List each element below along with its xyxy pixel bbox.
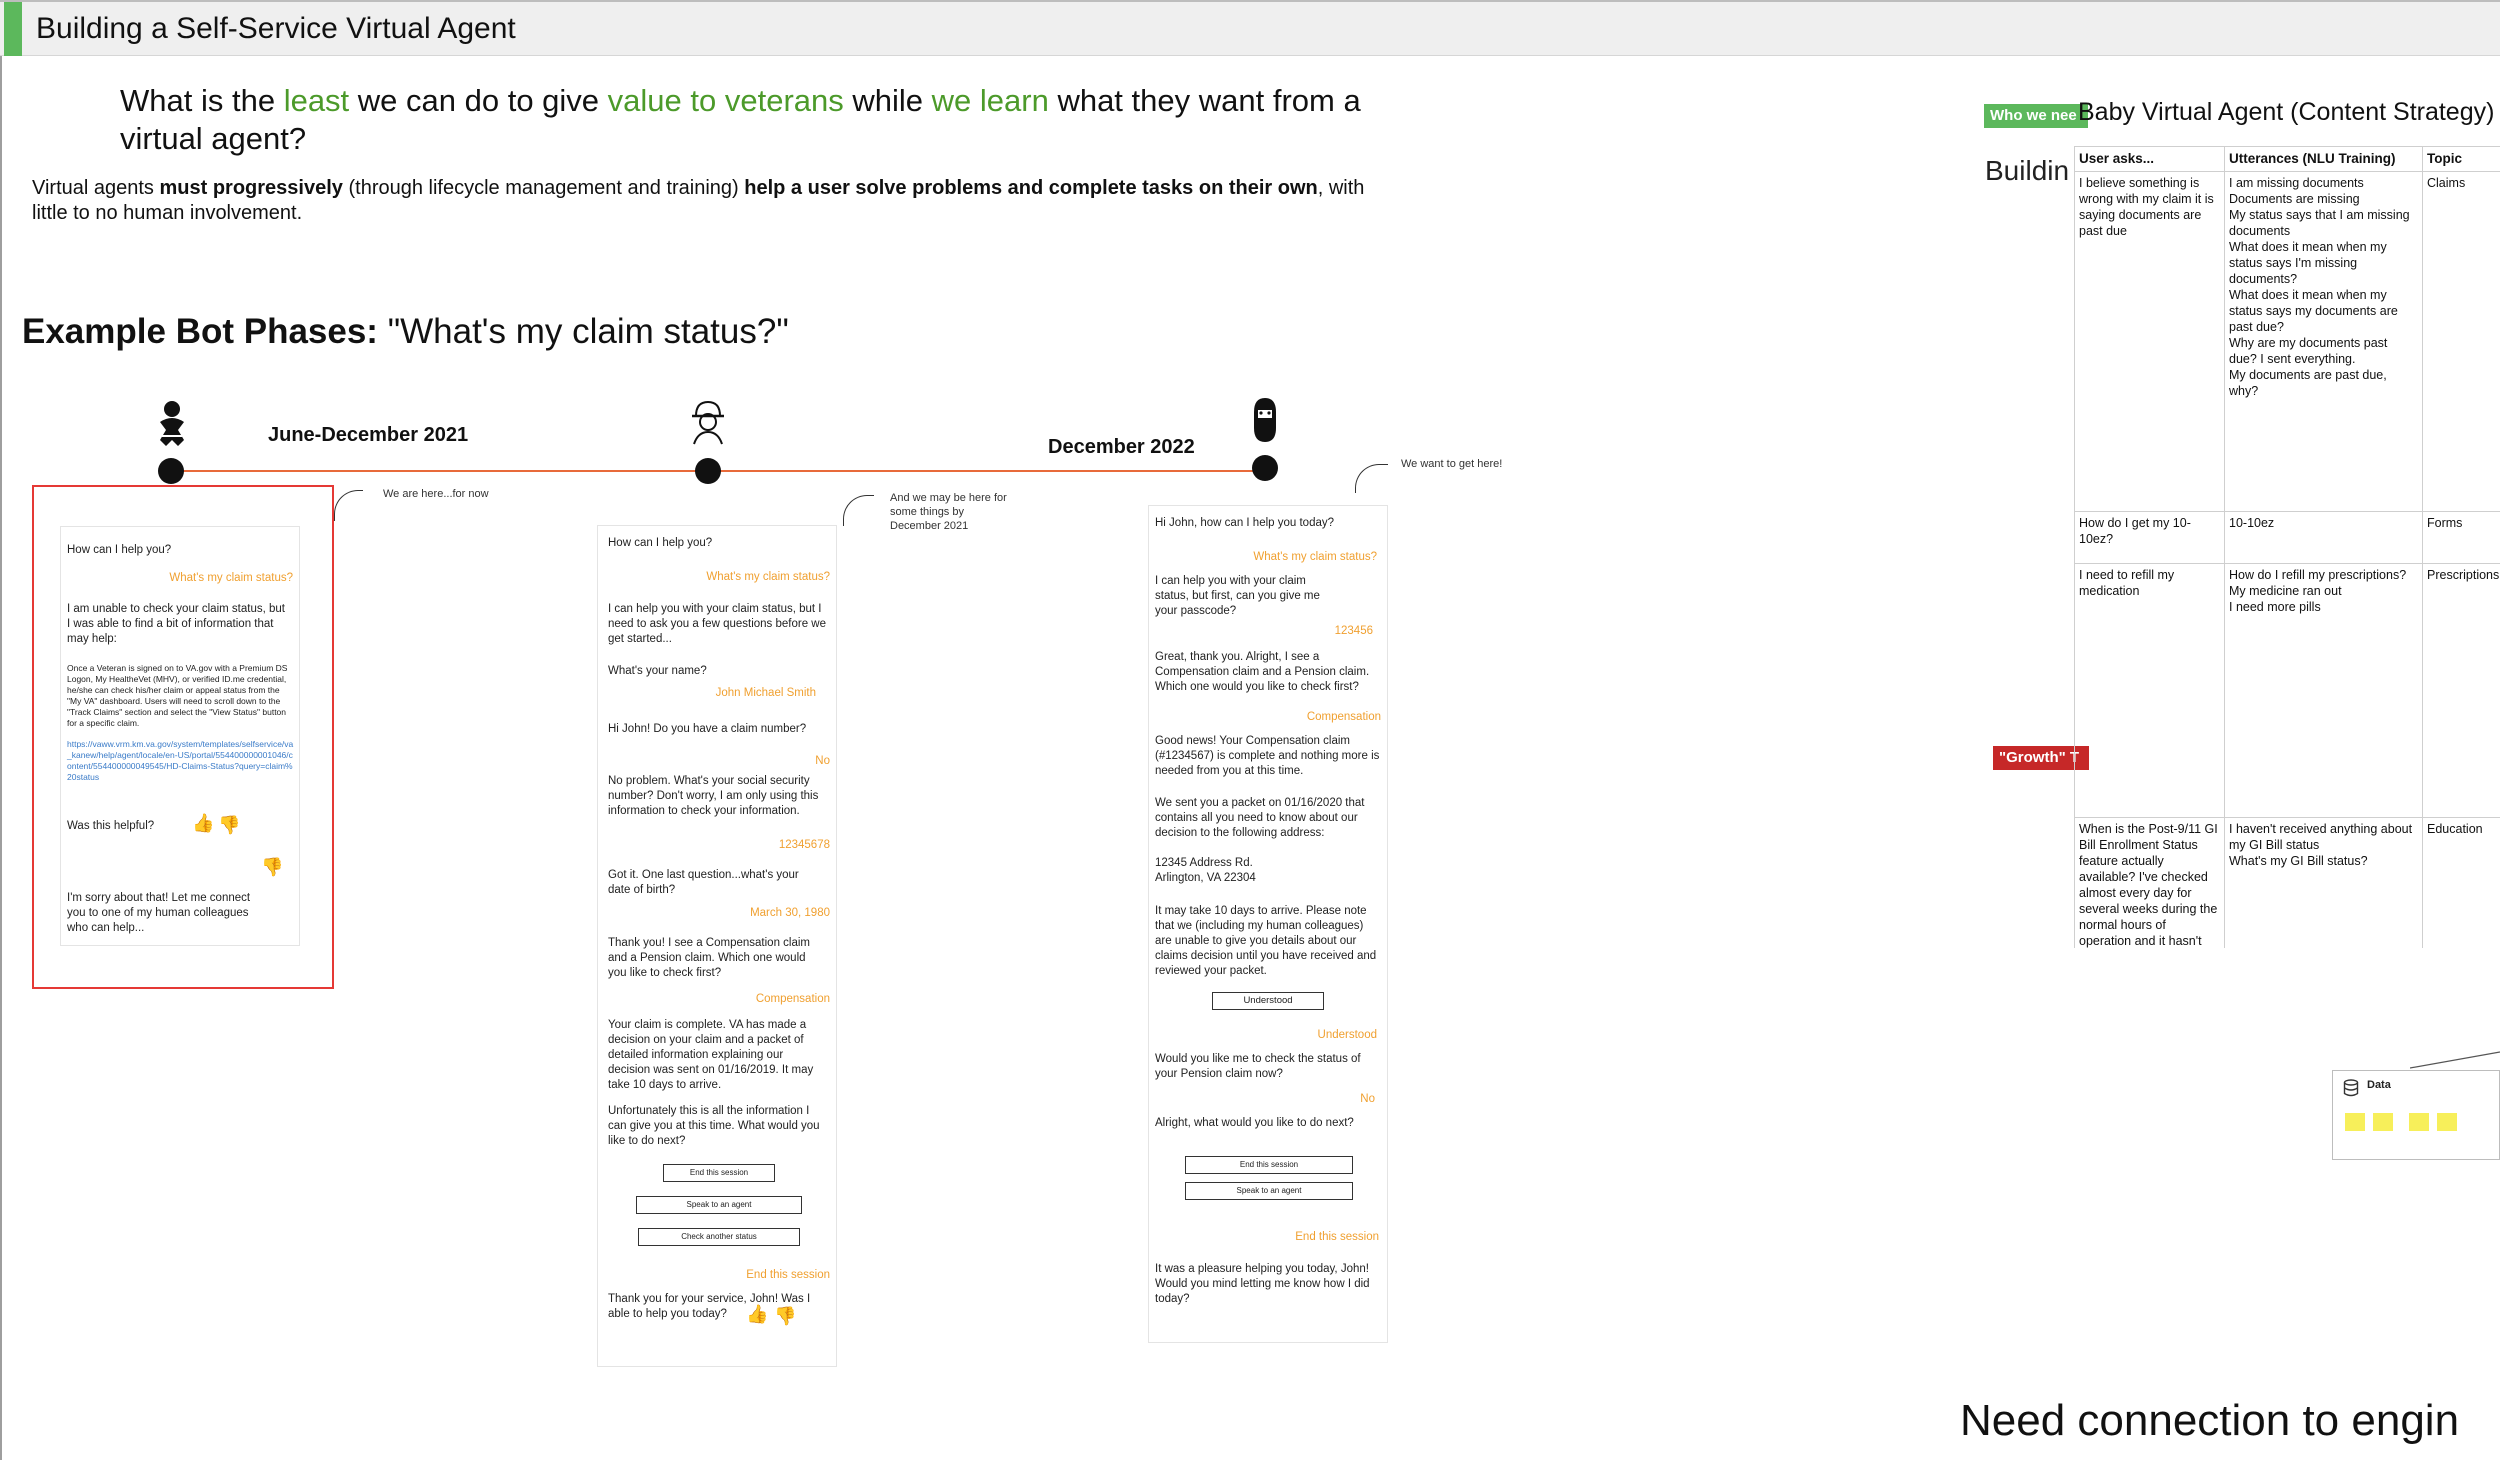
phases-label: Example Bot Phases:	[22, 312, 378, 351]
table-row[interactable]	[2075, 818, 2500, 949]
topic-cell: Prescriptions	[2423, 564, 2500, 818]
understood-button[interactable]: Understood	[1212, 992, 1324, 1010]
utterances-cell: 10-10ez	[2225, 512, 2423, 564]
user-message: Understood	[1317, 1029, 1377, 1041]
note-phase3[interactable]: We want to get here!	[1401, 458, 1503, 470]
user-message: What's my claim status?	[706, 571, 830, 583]
bot-message: What's your name?	[608, 665, 707, 677]
user-message: John Michael Smith	[715, 687, 816, 699]
topic-cell: Forms	[2423, 512, 2500, 564]
bot-message: How can I help you?	[67, 544, 172, 556]
user-message: No	[815, 755, 830, 767]
user-message: End this session	[746, 1269, 830, 1281]
user-message: 12345678	[778, 839, 830, 851]
growth-tag[interactable]: "Growth" T	[1993, 746, 2089, 770]
speak-to-agent-button[interactable]: Speak to an agent	[636, 1196, 802, 1214]
utterances-cell: I haven't received anything about my GI Bill status What's my GI Bill status?	[2225, 818, 2423, 949]
bot-message: I can help you with your claim status, but I need to ask you a few questions before we get started...	[608, 603, 827, 645]
bot-message: Great, thank you. Alright, I see a Compensation claim and a Pension claim. Which one would you like to check first?	[1155, 651, 1370, 693]
user-message: End this session	[1295, 1231, 1379, 1243]
user-ask-cell: I need to refill my medication	[2075, 564, 2225, 818]
bot-message: Hi John, how can I help you today?	[1155, 517, 1335, 529]
bot-message: Your claim is complete. VA has made a decision on your claim and a packet of detailed information explaining our decision was sent on 01/16/2019. It may take 10 days to arrive.	[608, 1019, 814, 1091]
timeline-date-end[interactable]: December 2022	[1048, 436, 1195, 458]
sticky-note[interactable]	[2437, 1113, 2457, 1131]
user-message: What's my claim status?	[1253, 551, 1377, 563]
check-another-status-button[interactable]: Check another status	[638, 1228, 800, 1246]
bot-message: No problem. What's your social security number? Don't worry, I am only using this information to check your information.	[608, 775, 819, 817]
table-header-row	[2075, 147, 2500, 172]
note-phase2[interactable]: And we may be here for some things by December 2021	[890, 492, 1007, 532]
topic-cell: Education	[2423, 818, 2500, 949]
utterances-cell: I am missing documents Documents are missing My status says that I am missing documents What does it mean when my status says I'm missing documents? What does it mean when my status says my documents are past due? Why are my documents past due? I sent everything. My documents are past due, why?	[2225, 172, 2423, 512]
column-header: Topic	[2423, 147, 2500, 172]
definition-part: , with little to no human involvement.	[32, 177, 1365, 224]
end-session-button[interactable]: End this session	[1185, 1156, 1353, 1174]
bot-message: It may take 10 days to arrive. Please note that we (including my human colleagues) are unable to give you details about our claims decision until you have received and reviewed your packet.	[1155, 905, 1377, 977]
note-connector	[1355, 464, 1388, 493]
help-article-link[interactable]: https://vaww.vrm.km.va.gov/system/templates/selfservice/va_kanew/help/agent/locale/en-US/portal/554400000001046/content/554400000049545/HD-Claims-Status?query=claim%20status	[67, 739, 294, 782]
note-connector	[334, 490, 363, 521]
bot-message: How can I help you?	[608, 537, 713, 549]
need-connection-heading[interactable]: Need connection to engin	[1960, 1396, 2460, 1445]
bot-message: Would you like me to check the status of your Pension claim now?	[1155, 1053, 1361, 1080]
sticky-note[interactable]	[2345, 1113, 2365, 1131]
bot-message: Unfortunately this is all the information I can give you at this time. What would you like to do next?	[608, 1105, 820, 1147]
info-snippet: Once a Veteran is signed on to VA.gov with a Premium DS Logon, My HealtheVet (MHV), or verified ID.me credential, he/she can check his/her claim or appeal status from the "My VA" dashboard. Users will need to scroll down to the "Track Claims" section and select the "View Status" button for a specific claim.	[67, 663, 288, 728]
frame-title[interactable]: Building a Self-Service Virtual Agent	[36, 12, 516, 45]
content-strategy-table[interactable]	[2074, 146, 2500, 948]
bot-message: Thank you for your service, John! Was I able to help you today?	[608, 1293, 811, 1320]
note-connector	[843, 495, 874, 526]
user-message: Compensation	[755, 993, 830, 1005]
definition-bold: must progressively	[159, 177, 343, 199]
bot-message: Alright, what would you like to do next?	[1155, 1117, 1354, 1129]
end-session-button[interactable]: End this session	[663, 1164, 775, 1182]
bot-message: We sent you a packet on 01/16/2020 that contains all you need to know about our decision to the following address:	[1155, 797, 1365, 839]
topic-cell: Claims	[2423, 172, 2500, 512]
who-we-need-tag[interactable]: Who we nee	[1984, 104, 2088, 128]
table-row[interactable]	[2075, 512, 2500, 564]
user-message: 123456	[1334, 625, 1373, 637]
database-icon	[2343, 1079, 2359, 1097]
definition-text[interactable]	[32, 176, 1392, 226]
phases-question: "What's my claim status?"	[377, 312, 789, 351]
thumbs-up-icon[interactable]: 👍	[746, 1304, 769, 1324]
headline-question[interactable]	[120, 82, 1380, 158]
sticky-note[interactable]	[2409, 1113, 2429, 1131]
thumbs-down-icon: 👎	[261, 857, 284, 877]
headline-highlight: least	[283, 83, 350, 118]
user-message: Compensation	[1306, 711, 1381, 723]
kid-with-cap-icon	[688, 400, 728, 448]
bot-message: It was a pleasure helping you today, John! Would you mind letting me know how I did today?	[1155, 1263, 1370, 1305]
bot-message: Thank you! I see a Compensation claim and a Pension claim. Which one would you like to check first?	[608, 937, 810, 979]
building-heading[interactable]: Buildin	[1985, 155, 2070, 186]
speak-to-agent-button[interactable]: Speak to an agent	[1185, 1182, 1353, 1200]
phase3-chat-card[interactable]	[1148, 505, 1388, 1343]
note-phase1[interactable]: We are here...for now	[383, 488, 489, 500]
table-row[interactable]	[2075, 564, 2500, 818]
user-message: What's my claim status?	[169, 572, 293, 584]
baby-icon	[152, 400, 192, 452]
thumbs-down-icon[interactable]: 👎	[218, 815, 241, 835]
headline-part: what they want from a virtual agent?	[120, 83, 1361, 156]
user-message: No	[1360, 1093, 1375, 1105]
bot-message: I'm sorry about that! Let me connect you to one of my human colleagues who can help...	[67, 892, 251, 934]
bot-message: I can help you with your claim status, but first, can you give me your passcode?	[1155, 575, 1320, 617]
phase2-chat-card[interactable]	[597, 525, 837, 1367]
table-title[interactable]: Baby Virtual Agent (Content Strategy)	[2078, 98, 2495, 126]
headline-highlight: value to veterans	[607, 83, 844, 118]
definition-part: (through lifecycle management and training)	[342, 177, 745, 199]
headline-highlight: we learn	[931, 83, 1049, 118]
data-label: Data	[2367, 1079, 2391, 1091]
headline-part: What is the	[120, 83, 284, 118]
mailing-address: 12345 Address Rd. Arlington, VA 22304	[1155, 857, 1256, 884]
timeline-dot-phase2[interactable]	[695, 458, 721, 484]
definition-bold: help a user solve problems and complete tasks on their own	[744, 177, 1318, 199]
bot-message: Hi John! Do you have a claim number?	[608, 723, 807, 735]
bot-message: Good news! Your Compensation claim (#1234567) is complete and nothing more is needed from you at this time.	[1155, 735, 1380, 777]
frame-left-border	[0, 56, 2, 1460]
phases-heading[interactable]	[22, 312, 789, 352]
bot-message: Got it. One last question...what's your date of birth?	[608, 869, 799, 896]
table-row[interactable]	[2075, 172, 2500, 512]
definition-part: Virtual agents	[32, 177, 160, 199]
connector-line	[2410, 1050, 2500, 1070]
column-header: Utterances (NLU Training)	[2225, 147, 2423, 172]
timeline-date-start[interactable]: June-December 2021	[268, 424, 469, 446]
thumbs-up-icon[interactable]: 👍	[192, 813, 215, 833]
column-header: User asks...	[2075, 147, 2225, 172]
bot-message: I am unable to check your claim status, but I was able to find a bit of information that may help:	[67, 603, 285, 645]
utterances-cell: How do I refill my prescriptions? My medicine ran out I need more pills	[2225, 564, 2423, 818]
data-sticky-group[interactable]	[2332, 1070, 2500, 1160]
timeline-dot-phase3[interactable]	[1252, 455, 1278, 481]
content-strategy-table-wrap	[2074, 146, 2500, 948]
user-ask-cell: How do I get my 10-10ez?	[2075, 512, 2225, 564]
thumbs-down-icon[interactable]: 👎	[774, 1306, 797, 1326]
sticky-note[interactable]	[2373, 1113, 2393, 1131]
bearded-adult-icon	[1248, 398, 1282, 444]
user-message: March 30, 1980	[750, 907, 830, 919]
helpful-prompt: Was this helpful?	[67, 820, 155, 832]
timeline-dot-phase1[interactable]	[158, 458, 184, 484]
headline-part: while	[843, 83, 932, 118]
frame-color-accent	[4, 2, 22, 56]
user-ask-cell: When is the Post-9/11 GI Bill Enrollment Status feature actually available? I've checked almost every day for several weeks during the normal hours of operation and it hasn't	[2075, 818, 2225, 949]
user-ask-cell: I believe something is wrong with my claim it is saying documents are past due	[2075, 172, 2225, 512]
headline-part: we can do to give	[349, 83, 608, 118]
phase1-chat-card[interactable]	[60, 526, 300, 946]
